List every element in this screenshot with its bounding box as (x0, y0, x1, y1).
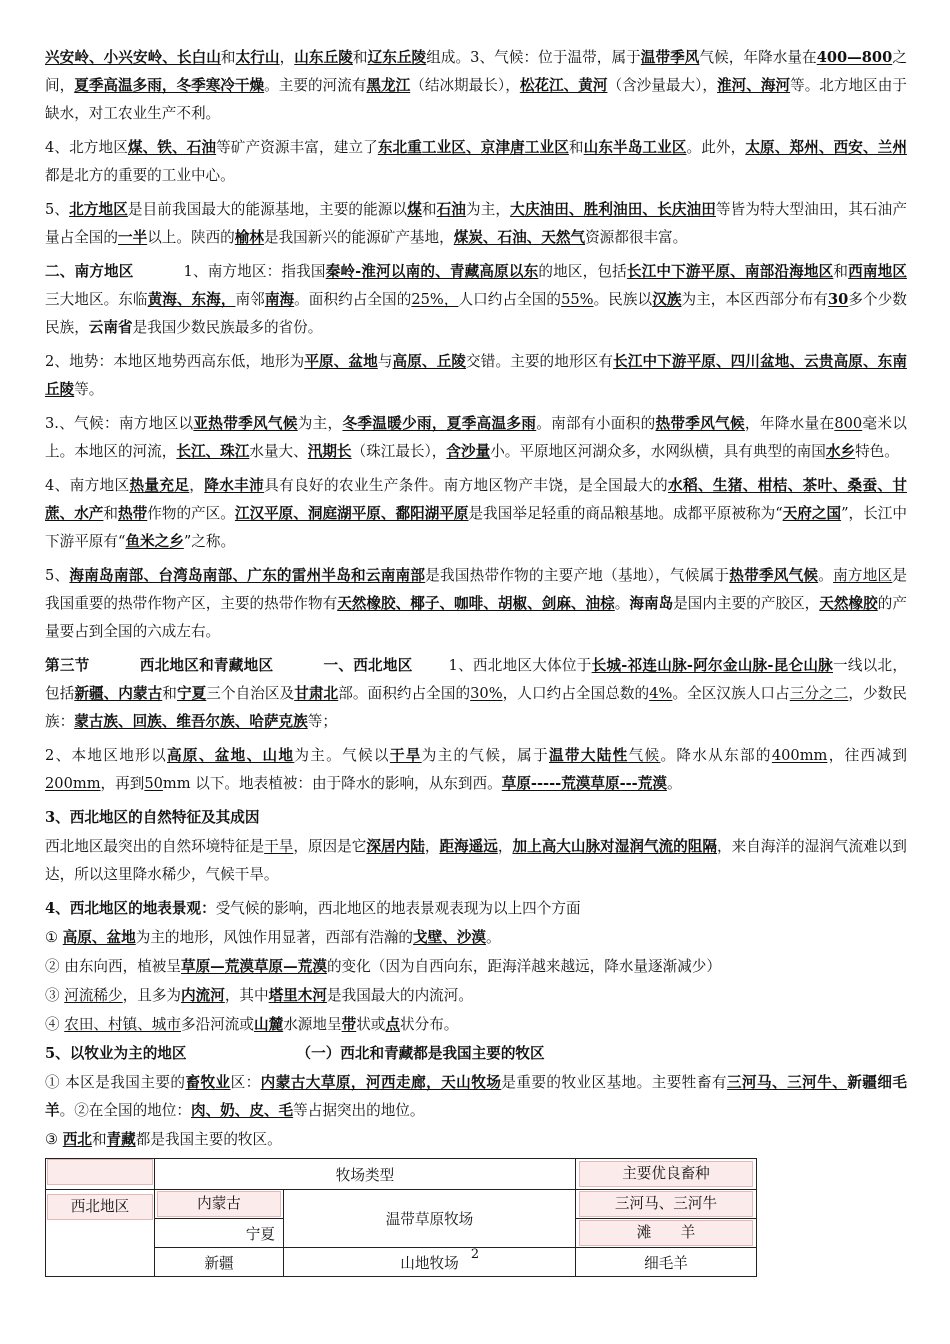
document-page (45, 44, 907, 1277)
paragraph-south-overview: 二、南方地区 1、南方地区：指我国秦岭-淮河以南的、青藏高原以东的地区，包括长江中下游平原、南部沿海地区和西南地区三大地区。东临黄海、东海，南邻南海。面积约占全国的25%，人口约占全国的55%。民族以汉族为主，本区西部分布有30多个少数民族，云南省是我国少数民族最多的省份。 (45, 263, 907, 336)
table-cell-mountain-pasture: 山地牧场 (284, 1248, 576, 1277)
table-header-type: 牧场类型 (155, 1159, 576, 1190)
paragraph-pastoral-base: ① 本区是我国主要的畜牧业区：内蒙古大草原，河西走廊，天山牧场是重要的牧业区基地。主要牲畜有三河马、三河牛、新疆细毛羊。②在全国的地位：肉、奶、皮、毛等占据突出的地位。 (45, 1074, 907, 1119)
paragraph-northwest-terrain: 2、本地区地形以高原、盆地、山地为主。气候以干旱为主的气候，属于温带大陆性气候。降水从东部的400mm，往西减到200mm，再到50mm 以下。地表植被：由于降水的影响，从东到西。草原-----荒漠草原---荒漠。 (45, 747, 907, 792)
paragraph-south-tropical: 5、海南岛南部、台湾岛南部、广东的雷州半岛和云南南部是我国热带作物的主要产地（基地），气候属于热带季风气候。南方地区是我国重要的热带作物产区，主要的热带作物有天然橡胶、椰子、咖啡、胡椒、剑麻、油棕。海南岛是国内主要的产胶区，天然橡胶的产量要占到全国的六成左右。 (45, 567, 907, 640)
section-heading-chapter3: 第三节 (45, 657, 90, 674)
paragraph-northwest-arid: 西北地区最突出的自然环境特征是干旱，原因是它深居内陆，距海遥远，加上高大山脉对湿润气流的阻隔，来自海洋的湿润气流难以到达，所以这里降水稀少，气候干旱。 (45, 838, 907, 883)
paragraph-north-energy: 5、北方地区是目前我国最大的能源基地，主要的能源以煤和石油为主，大庆油田、胜利油田、长庆油田等皆为特大型油田，其石油产量占全国的一半以上。陕西的榆林是我国新兴的能源矿产基地，煤炭、石油、天然气资源都很丰富。 (45, 201, 907, 246)
table-header-row (46, 1159, 757, 1190)
table-header-breed: 主要优良畜种 (576, 1159, 757, 1190)
table-cell-region: 西北地区 (46, 1190, 155, 1277)
list-item-landscape-4: ④ 农田、村镇、城市多沿河流或山麓水源地呈带状或点状分布。 (45, 1016, 459, 1033)
table-row (46, 1190, 757, 1219)
table-cell-empty (46, 1159, 155, 1190)
subheading-natural-features: 3、西北地区的自然特征及其成因 (45, 809, 260, 826)
table-cell-xinjiang: 新疆 (155, 1248, 284, 1277)
list-item-landscape-2: ② 由东向西，植被呈草原—荒漠草原—荒漠的变化（因为自西向东，距海洋越来越远，降水量逐渐减少） (45, 958, 721, 975)
paragraph-north-climate: 兴安岭、小兴安岭、长白山和太行山，山东丘陵和辽东丘陵组成。3、气候：位于温带，属于温带季风气候，年降水量在400—800之间，夏季高温多雨，冬季寒冷干燥。主要的河流有黑龙江（结冰期最长），松花江、黄河（含沙量最大），淮河、海河等。北方地区由于缺水，对工农业生产不利。 (45, 49, 907, 122)
section-heading-south: 二、南方地区 (45, 263, 134, 280)
list-item-landscape-3: ③ 河流稀少，且多为内流河，其中塔里木河是我国最大的内流河。 (45, 987, 473, 1004)
table-cell-breed-2: 滩 羊 (576, 1219, 757, 1248)
paragraph-pastoral-regions: ③ 西北和青藏都是我国主要的牧区。 (45, 1131, 282, 1148)
table-cell-inner-mongolia: 内蒙古 (155, 1190, 284, 1219)
page-number: 2 (470, 1247, 480, 1262)
table-cell-ningxia: 宁夏 (155, 1219, 284, 1248)
table-cell-temperate-grassland: 温带草原牧场 (284, 1190, 576, 1248)
paragraph-south-agriculture: 4、南方地区热量充足，降水丰沛具有良好的农业生产条件。南方地区物产丰饶，是全国最大的水稻、生猪、柑桔、茶叶、桑蚕、甘蔗、水产和热带作物的产区。江汉平原、洞庭湖平原、鄱阳湖平原是我国举足轻重的商品粮基地。成都平原被称为“天府之国”，长江中下游平原有“鱼米之乡”之称。 (45, 477, 907, 550)
paragraph-south-climate: 3.、气候：南方地区以亚热带季风气候为主，冬季温暖少雨，夏季高温多雨。南部有小面积的热带季风气候，年降水量在800毫米以上。本地区的河流，长江、珠江水量大、汛期长（珠江最长），含沙量小。平原地区河湖众多，水网纵横，具有典型的南国水乡特色。 (45, 415, 907, 460)
subheading-landscape: 4、西北地区的地表景观：受气候的影响，西北地区的地表景观表现为以上四个方面 (45, 900, 581, 917)
table-cell-breed-1: 三河马、三河牛 (576, 1190, 757, 1219)
paragraph-north-industry: 4、北方地区煤、铁、石油等矿产资源丰富，建立了东北重工业区、京津唐工业区和山东半岛工业区。此外，太原、郑州、西安、兰州都是北方的重要的工业中心。 (45, 139, 907, 184)
list-item-landscape-1: ① 高原、盆地为主的地形，风蚀作用显著，西部有浩瀚的戈壁、沙漠。 (45, 929, 501, 946)
paragraph-south-terrain: 2、地势：本地区地势西高东低，地形为平原、盆地与高原、丘陵交错。主要的地形区有长江中下游平原、四川盆地、云贵高原、东南丘陵等。 (45, 353, 907, 398)
subheading-pastoral: 5、以牧业为主的地区 （一）西北和青藏都是我国主要的牧区 (45, 1045, 545, 1062)
table-cell-breed-3: 细毛羊 (576, 1248, 757, 1277)
paragraph-northwest-overview: 第三节 西北地区和青藏地区 一、西北地区 1、西北地区大体位于长城-祁连山脉-阿尔金山脉-昆仑山脉一线以北，包括新疆、内蒙古和宁夏三个自治区及甘肃北部。面积约占全国的30%，人口约占全国总数的4%。全区汉族人口占三分之二，少数民族：蒙古族、回族、维吾尔族、哈萨克族等； (45, 657, 907, 730)
